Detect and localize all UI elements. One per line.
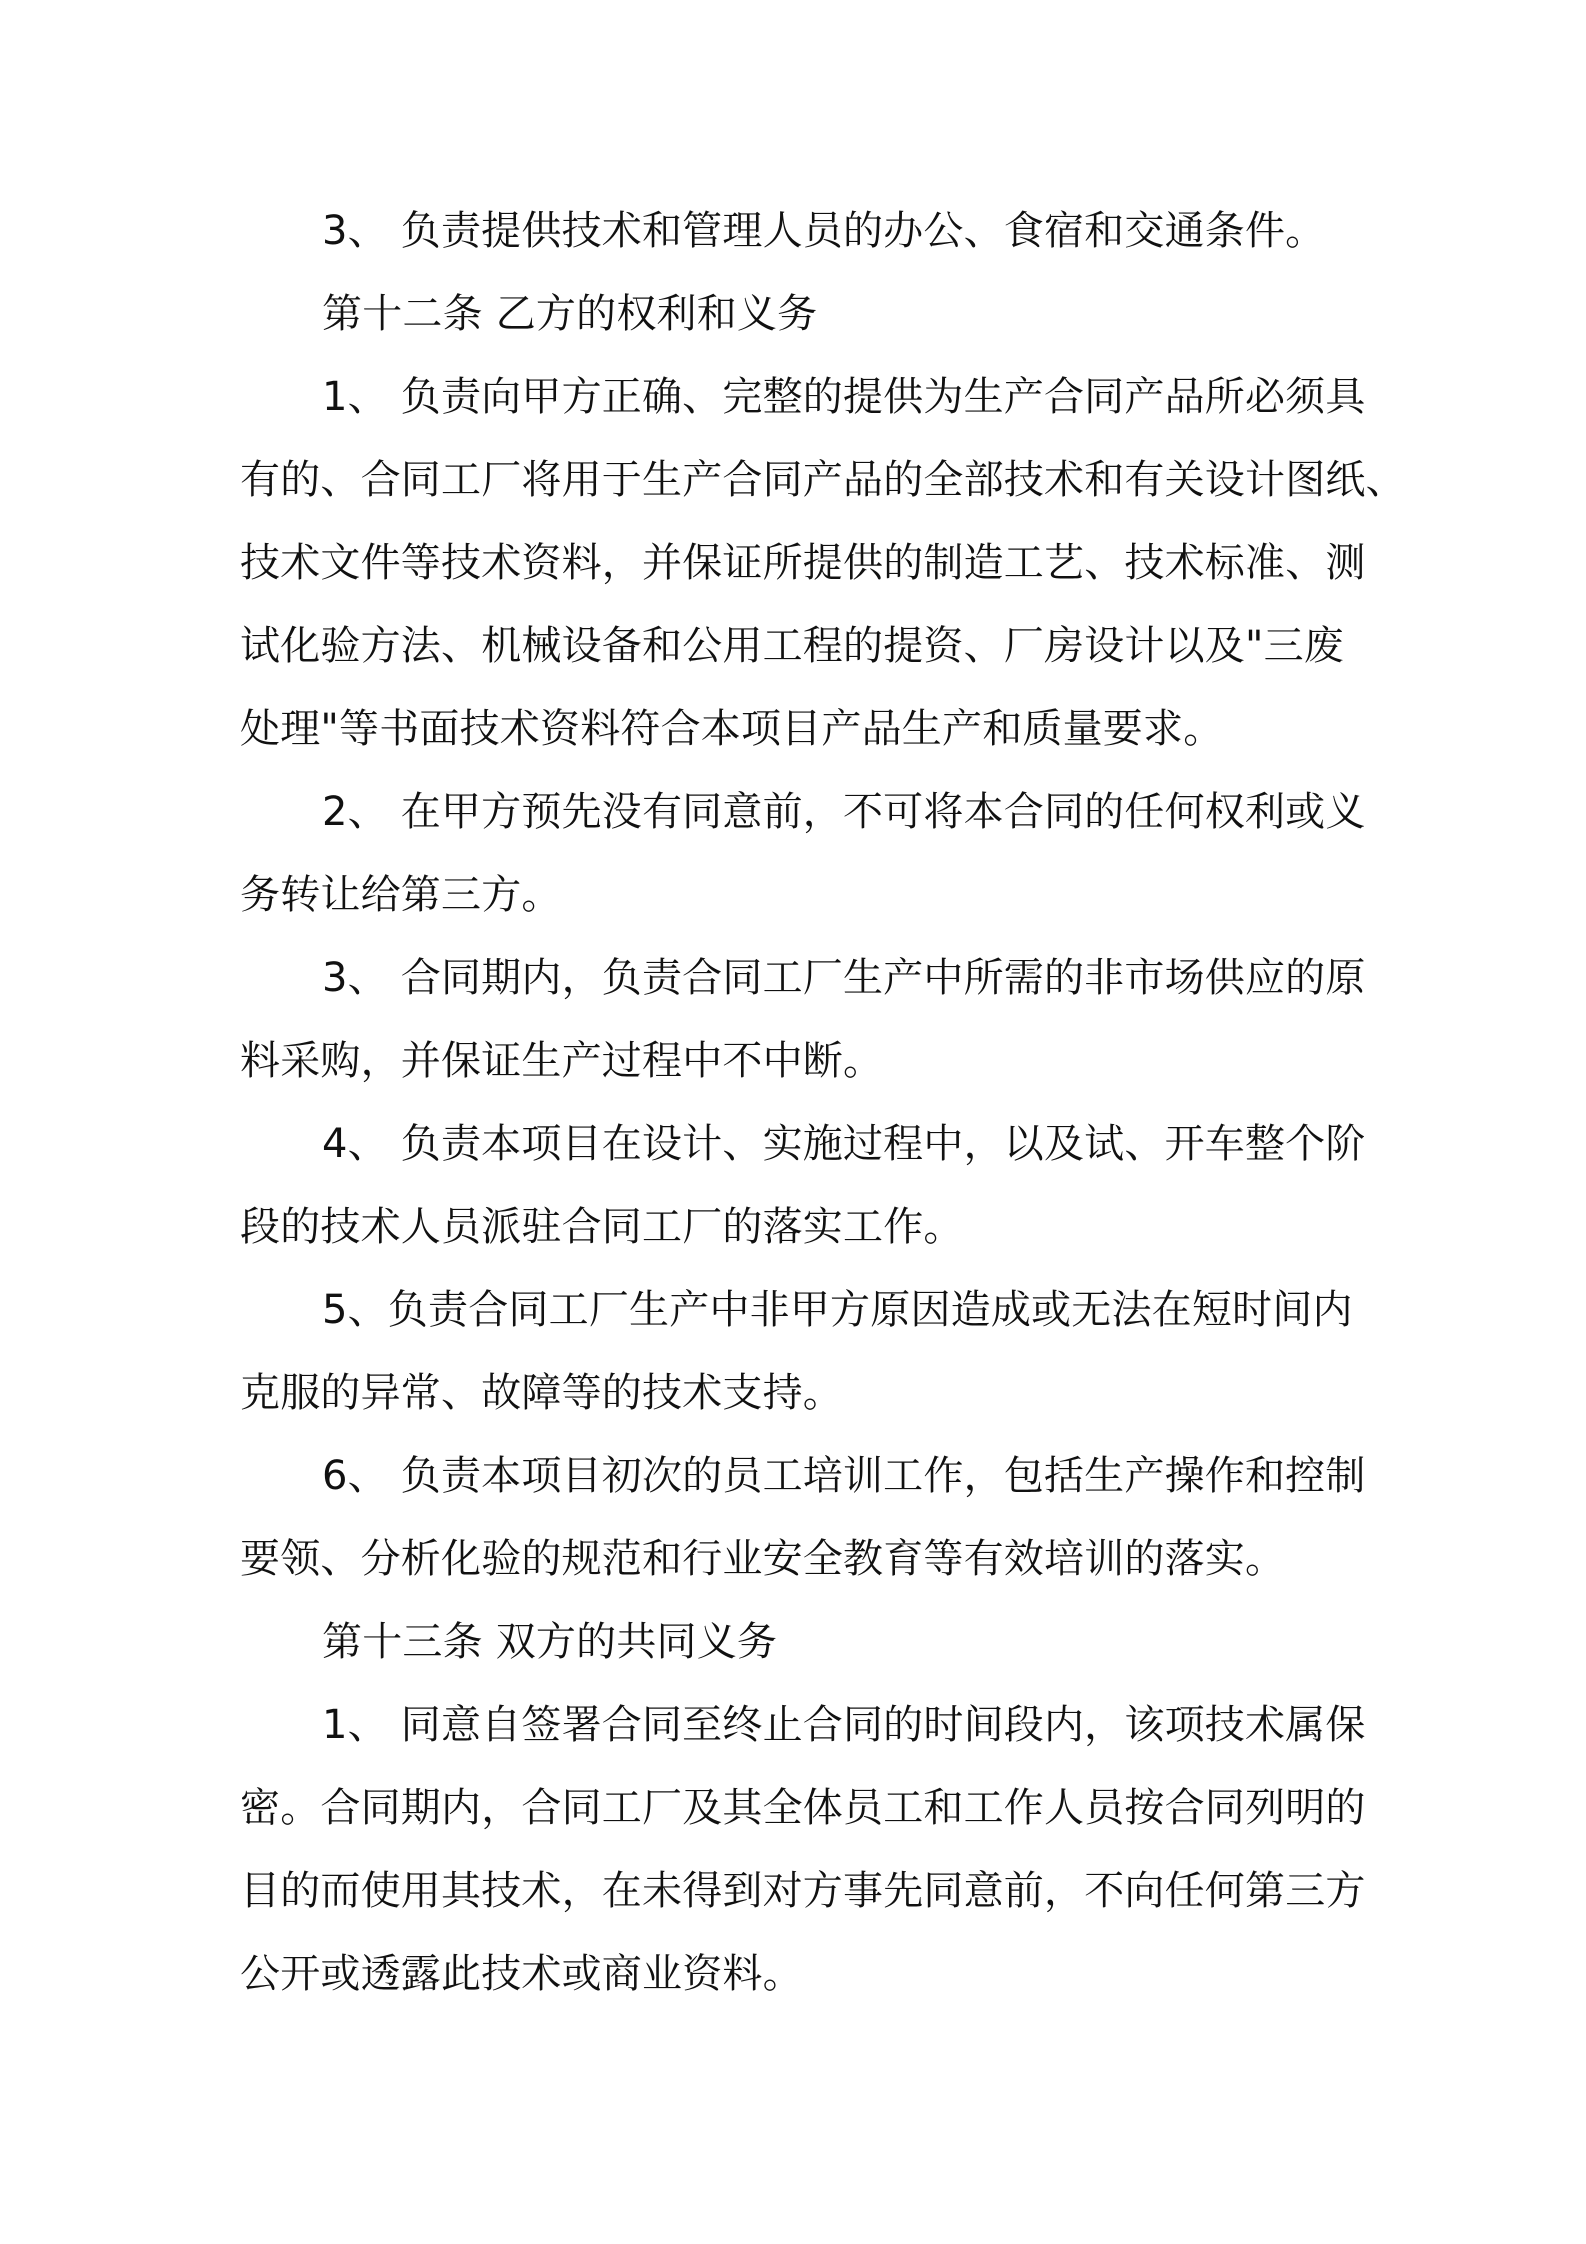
clause-line: 3、 合同期内，负责合同工厂生产中所需的非市场供应的原 — [322, 955, 1366, 1001]
clause-line: 6、 负责本项目初次的员工培训工作，包括生产操作和控制 — [322, 1453, 1366, 1499]
clause-line: 处理"等书面技术资料符合本项目产品生产和质量要求。 — [240, 706, 1224, 752]
clause-line: 务转让给第三方。 — [240, 872, 562, 918]
clause-line: 段的技术人员派驻合同工厂的落实工作。 — [240, 1204, 964, 1250]
clause-line: 密。合同期内，合同工厂及其全体员工和工作人员按合同列明的 — [240, 1785, 1366, 1831]
clause-line: 2、 在甲方预先没有同意前，不可将本合同的任何权利或义 — [322, 789, 1366, 835]
clause-line: 3、 负责提供技术和管理人员的办公、食宿和交通条件。 — [322, 208, 1326, 254]
section-heading-13: 第十三条 双方的共同义务 — [322, 1619, 778, 1665]
clause-line: 试化验方法、机械设备和公用工程的提资、厂房设计以及"三废 — [240, 623, 1344, 669]
clause-line: 料采购，并保证生产过程中不中断。 — [240, 1038, 884, 1084]
clause-line: 公开或透露此技术或商业资料。 — [240, 1951, 803, 1997]
clause-line: 4、 负责本项目在设计、实施过程中，以及试、开车整个阶 — [322, 1121, 1366, 1167]
clause-line: 5、负责合同工厂生产中非甲方原因造成或无法在短时间内 — [322, 1287, 1353, 1333]
document-body — [240, 190, 1406, 2016]
clause-line: 要领、分析化验的规范和行业安全教育等有效培训的落实。 — [240, 1536, 1286, 1582]
clause-line: 技术文件等技术资料，并保证所提供的制造工艺、技术标准、测 — [240, 540, 1366, 586]
clause-line: 有的、合同工厂将用于生产合同产品的全部技术和有关设计图纸、 — [240, 457, 1406, 503]
section-heading-12: 第十二条 乙方的权利和义务 — [322, 291, 818, 337]
clause-line: 目的而使用其技术，在未得到对方事先同意前，不向任何第三方 — [240, 1868, 1366, 1914]
clause-line: 1、 负责向甲方正确、完整的提供为生产合同产品所必须具 — [322, 374, 1366, 420]
clause-line: 1、 同意自签署合同至终止合同的时间段内，该项技术属保 — [322, 1702, 1366, 1748]
clause-line: 克服的异常、故障等的技术支持。 — [240, 1370, 843, 1416]
